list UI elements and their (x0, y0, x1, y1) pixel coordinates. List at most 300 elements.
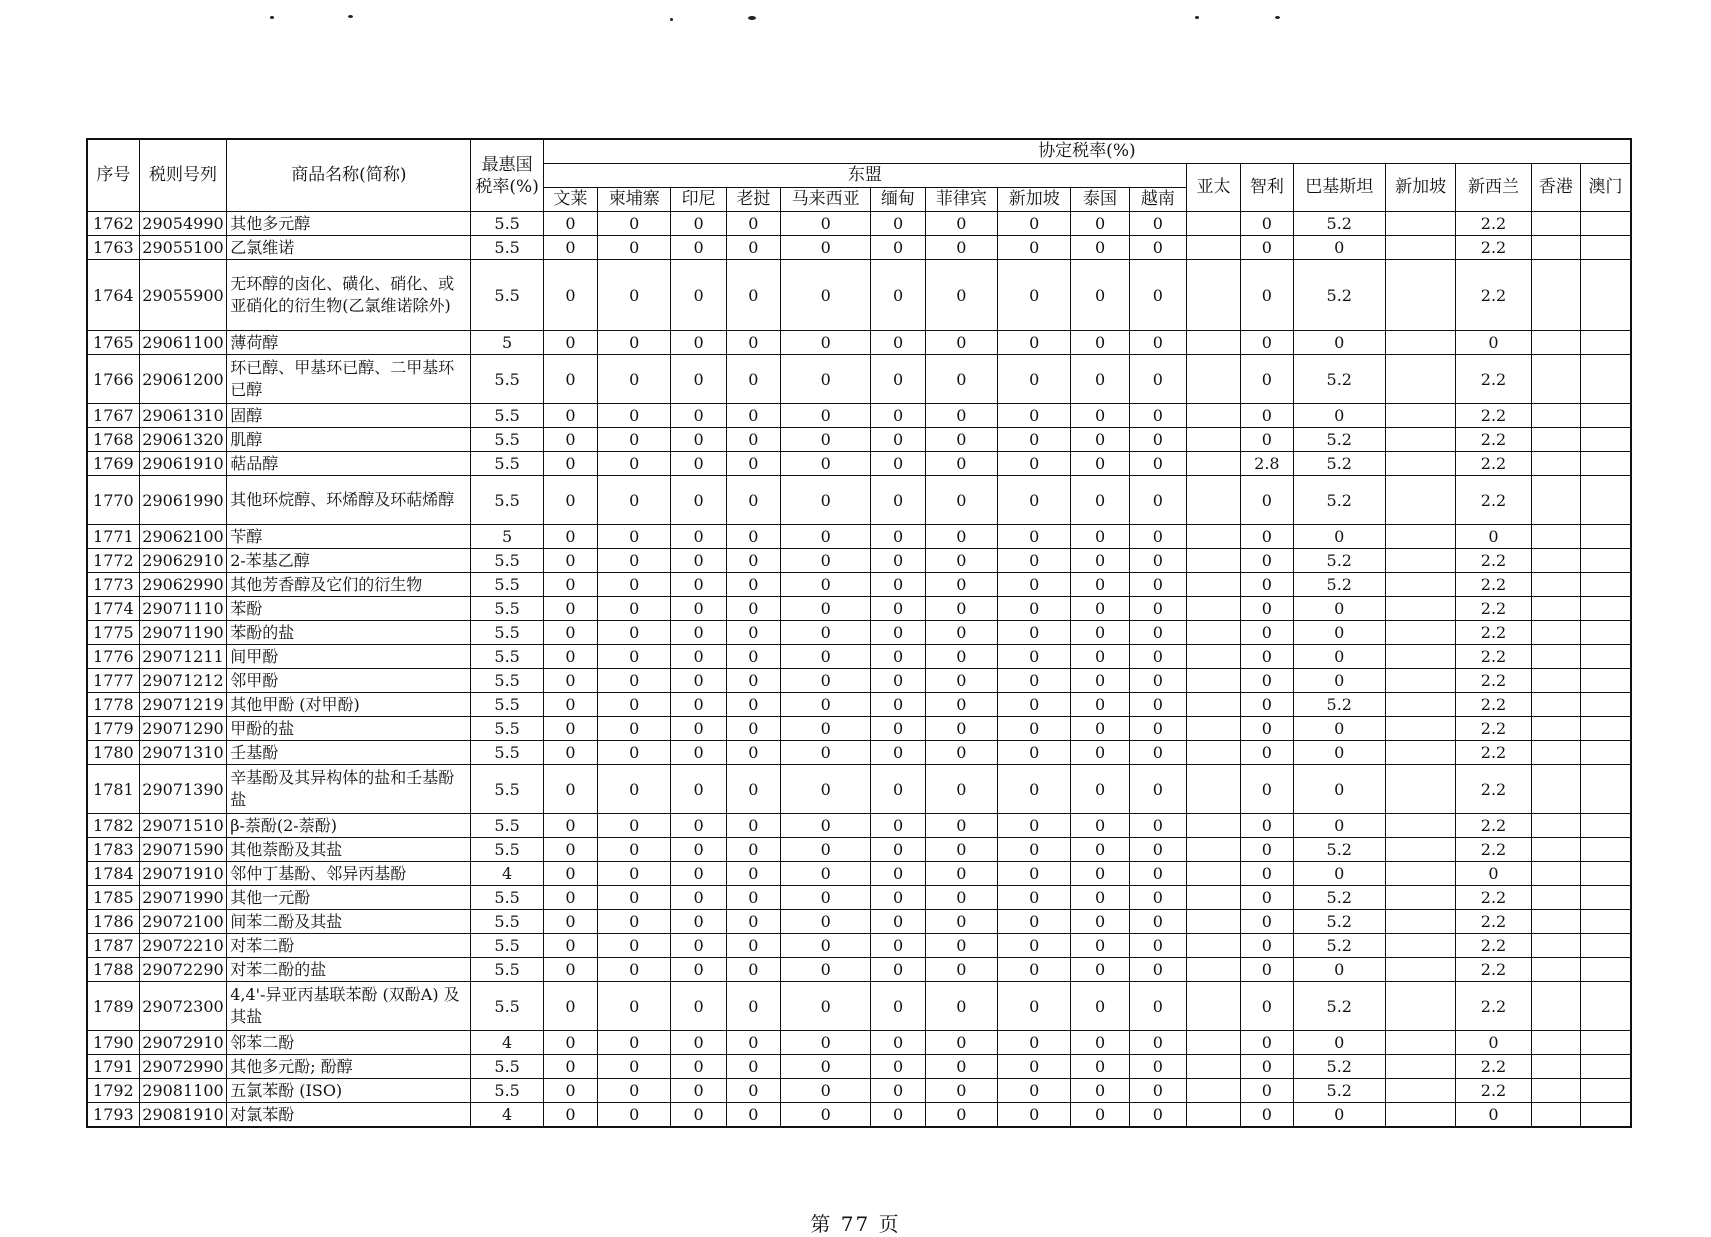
asean-rate-cell: 0 (871, 355, 925, 404)
apta-cell (1186, 669, 1240, 693)
asean-rate-cell: 0 (1071, 1103, 1129, 1128)
seq-cell: 1766 (87, 355, 139, 404)
singapore-cell (1385, 621, 1455, 645)
asean-rate-cell: 0 (1129, 693, 1186, 717)
new-zealand-cell: 0 (1456, 862, 1531, 886)
new-zealand-cell: 2.2 (1456, 1079, 1531, 1103)
asean-rate-cell: 0 (1129, 838, 1186, 862)
macau-cell (1580, 355, 1631, 404)
macau-cell (1580, 765, 1631, 814)
chile-cell: 0 (1241, 525, 1293, 549)
header-mfn: 最惠国税率(%) (471, 139, 543, 212)
chile-cell: 0 (1241, 814, 1293, 838)
asean-rate-cell: 0 (780, 573, 870, 597)
mfn-cell: 5.5 (471, 404, 543, 428)
macau-cell (1580, 476, 1631, 525)
asean-rate-cell: 0 (598, 645, 671, 669)
asean-rate-cell: 0 (998, 236, 1071, 260)
asean-rate-cell: 0 (871, 1103, 925, 1128)
apta-cell (1186, 428, 1240, 452)
asean-rate-cell: 0 (543, 525, 597, 549)
asean-rate-cell: 0 (780, 404, 870, 428)
asean-rate-cell: 0 (1071, 910, 1129, 934)
asean-rate-cell: 0 (671, 862, 726, 886)
new-zealand-cell: 2.2 (1456, 212, 1531, 236)
macau-cell (1580, 717, 1631, 741)
asean-rate-cell: 0 (598, 958, 671, 982)
asean-rate-cell: 0 (543, 621, 597, 645)
asean-rate-cell: 0 (1071, 212, 1129, 236)
header-malaysia: 马来西亚 (780, 188, 870, 212)
chile-cell: 0 (1241, 886, 1293, 910)
asean-rate-cell: 0 (543, 404, 597, 428)
asean-rate-cell: 0 (671, 1103, 726, 1128)
asean-rate-cell: 0 (780, 621, 870, 645)
seq-cell: 1777 (87, 669, 139, 693)
hong-kong-cell (1531, 404, 1580, 428)
singapore-cell (1385, 814, 1455, 838)
chile-cell: 0 (1241, 741, 1293, 765)
asean-rate-cell: 0 (543, 549, 597, 573)
asean-rate-cell: 0 (598, 814, 671, 838)
asean-rate-cell: 0 (925, 331, 997, 355)
pakistan-cell: 0 (1293, 862, 1385, 886)
asean-rate-cell: 0 (671, 741, 726, 765)
seq-cell: 1763 (87, 236, 139, 260)
new-zealand-cell: 2.2 (1456, 404, 1531, 428)
hong-kong-cell (1531, 549, 1580, 573)
chile-cell: 0 (1241, 428, 1293, 452)
chile-cell: 0 (1241, 1031, 1293, 1055)
asean-rate-cell: 0 (1129, 862, 1186, 886)
asean-rate-cell: 0 (671, 476, 726, 525)
pakistan-cell: 5.2 (1293, 355, 1385, 404)
new-zealand-cell: 2.2 (1456, 741, 1531, 765)
asean-rate-cell: 0 (598, 597, 671, 621)
mfn-cell: 5.5 (471, 717, 543, 741)
asean-rate-cell: 0 (780, 428, 870, 452)
asean-rate-cell: 0 (871, 452, 925, 476)
name-cell: 邻苯二酚 (227, 1031, 471, 1055)
asean-rate-cell: 0 (998, 645, 1071, 669)
mfn-cell: 5.5 (471, 1079, 543, 1103)
code-cell: 29071310 (139, 741, 226, 765)
table-row (87, 621, 1631, 645)
asean-rate-cell: 0 (1071, 838, 1129, 862)
macau-cell (1580, 212, 1631, 236)
asean-rate-cell: 0 (1129, 621, 1186, 645)
hong-kong-cell (1531, 862, 1580, 886)
pakistan-cell: 5.2 (1293, 212, 1385, 236)
asean-rate-cell: 0 (780, 982, 870, 1031)
table-row (87, 597, 1631, 621)
hong-kong-cell (1531, 982, 1580, 1031)
code-cell: 29061910 (139, 452, 226, 476)
asean-rate-cell: 0 (543, 476, 597, 525)
asean-rate-cell: 0 (671, 549, 726, 573)
asean-rate-cell: 0 (671, 236, 726, 260)
asean-rate-cell: 0 (1129, 717, 1186, 741)
asean-rate-cell: 0 (726, 814, 780, 838)
asean-rate-cell: 0 (543, 669, 597, 693)
seq-cell: 1780 (87, 741, 139, 765)
mfn-cell: 5.5 (471, 476, 543, 525)
apta-cell (1186, 1055, 1240, 1079)
mfn-cell: 5.5 (471, 814, 543, 838)
asean-rate-cell: 0 (543, 452, 597, 476)
header-pakistan: 巴基斯坦 (1293, 164, 1385, 212)
new-zealand-cell: 0 (1456, 1103, 1531, 1128)
asean-rate-cell: 0 (998, 886, 1071, 910)
macau-cell (1580, 1079, 1631, 1103)
name-cell: 间苯二酚及其盐 (227, 910, 471, 934)
asean-rate-cell: 0 (726, 1055, 780, 1079)
asean-rate-cell: 0 (998, 1055, 1071, 1079)
hong-kong-cell (1531, 693, 1580, 717)
name-cell: 其他多元酚; 酚醇 (227, 1055, 471, 1079)
chile-cell: 0 (1241, 573, 1293, 597)
mfn-cell: 5.5 (471, 236, 543, 260)
asean-rate-cell: 0 (1071, 958, 1129, 982)
asean-rate-cell: 0 (871, 886, 925, 910)
macau-cell (1580, 573, 1631, 597)
pakistan-cell: 5.2 (1293, 573, 1385, 597)
header-indonesia: 印尼 (671, 188, 726, 212)
asean-rate-cell: 0 (1071, 982, 1129, 1031)
pakistan-cell: 5.2 (1293, 910, 1385, 934)
apta-cell (1186, 862, 1240, 886)
scan-speck (1195, 16, 1199, 19)
asean-rate-cell: 0 (598, 886, 671, 910)
macau-cell (1580, 549, 1631, 573)
asean-rate-cell: 0 (871, 645, 925, 669)
asean-rate-cell: 0 (780, 1031, 870, 1055)
apta-cell (1186, 452, 1240, 476)
asean-rate-cell: 0 (1071, 428, 1129, 452)
seq-cell: 1767 (87, 404, 139, 428)
asean-rate-cell: 0 (780, 814, 870, 838)
hong-kong-cell (1531, 476, 1580, 525)
chile-cell: 2.8 (1241, 452, 1293, 476)
asean-rate-cell: 0 (543, 910, 597, 934)
asean-rate-cell: 0 (671, 428, 726, 452)
header-new-zealand: 新西兰 (1456, 164, 1531, 212)
header-hong-kong: 香港 (1531, 164, 1580, 212)
singapore-cell (1385, 765, 1455, 814)
asean-rate-cell: 0 (726, 645, 780, 669)
mfn-cell: 5.5 (471, 260, 543, 331)
seq-cell: 1768 (87, 428, 139, 452)
asean-rate-cell: 0 (671, 525, 726, 549)
asean-rate-cell: 0 (998, 525, 1071, 549)
apta-cell (1186, 260, 1240, 331)
chile-cell: 0 (1241, 331, 1293, 355)
macau-cell (1580, 982, 1631, 1031)
table-row (87, 236, 1631, 260)
name-cell: 其他多元醇 (227, 212, 471, 236)
asean-rate-cell: 0 (998, 212, 1071, 236)
code-cell: 29061990 (139, 476, 226, 525)
asean-rate-cell: 0 (780, 331, 870, 355)
asean-rate-cell: 0 (780, 260, 870, 331)
new-zealand-cell: 0 (1456, 331, 1531, 355)
chile-cell: 0 (1241, 693, 1293, 717)
code-cell: 29072910 (139, 1031, 226, 1055)
asean-rate-cell: 0 (671, 331, 726, 355)
asean-rate-cell: 0 (1129, 741, 1186, 765)
asean-rate-cell: 0 (780, 934, 870, 958)
asean-rate-cell: 0 (671, 260, 726, 331)
new-zealand-cell: 2.2 (1456, 717, 1531, 741)
code-cell: 29071390 (139, 765, 226, 814)
pakistan-cell: 0 (1293, 1103, 1385, 1128)
asean-rate-cell: 0 (598, 1103, 671, 1128)
code-cell: 29071110 (139, 597, 226, 621)
header-agreed: 协定税率(%) (543, 139, 1631, 164)
name-cell: 4,4'-异亚丙基联苯酚 (双酚A) 及其盐 (227, 982, 471, 1031)
macau-cell (1580, 1055, 1631, 1079)
apta-cell (1186, 236, 1240, 260)
name-cell: β-萘酚(2-萘酚) (227, 814, 471, 838)
asean-rate-cell: 0 (871, 1031, 925, 1055)
asean-rate-cell: 0 (925, 958, 997, 982)
mfn-cell: 5.5 (471, 693, 543, 717)
table-header (87, 139, 1631, 212)
asean-rate-cell: 0 (871, 693, 925, 717)
name-cell: 其他环烷醇、环烯醇及环萜烯醇 (227, 476, 471, 525)
chile-cell: 0 (1241, 260, 1293, 331)
seq-cell: 1769 (87, 452, 139, 476)
asean-rate-cell: 0 (543, 693, 597, 717)
singapore-cell (1385, 1055, 1455, 1079)
asean-rate-cell: 0 (671, 1031, 726, 1055)
singapore-cell (1385, 404, 1455, 428)
asean-rate-cell: 0 (543, 331, 597, 355)
header-singapore: 新加坡 (1385, 164, 1455, 212)
asean-rate-cell: 0 (925, 765, 997, 814)
seq-cell: 1784 (87, 862, 139, 886)
asean-rate-cell: 0 (1071, 741, 1129, 765)
asean-rate-cell: 0 (726, 669, 780, 693)
asean-rate-cell: 0 (598, 573, 671, 597)
hong-kong-cell (1531, 669, 1580, 693)
new-zealand-cell: 2.2 (1456, 765, 1531, 814)
chile-cell: 0 (1241, 1055, 1293, 1079)
asean-rate-cell: 0 (871, 476, 925, 525)
asean-rate-cell: 0 (1071, 862, 1129, 886)
asean-rate-cell: 0 (925, 525, 997, 549)
pakistan-cell: 0 (1293, 765, 1385, 814)
asean-rate-cell: 0 (543, 765, 597, 814)
macau-cell (1580, 910, 1631, 934)
asean-rate-cell: 0 (726, 741, 780, 765)
apta-cell (1186, 717, 1240, 741)
asean-rate-cell: 0 (1129, 476, 1186, 525)
asean-rate-cell: 0 (598, 476, 671, 525)
chile-cell: 0 (1241, 212, 1293, 236)
asean-rate-cell: 0 (1129, 404, 1186, 428)
name-cell: 辛基酚及其异构体的盐和壬基酚盐 (227, 765, 471, 814)
asean-rate-cell: 0 (1129, 1079, 1186, 1103)
asean-rate-cell: 0 (543, 1079, 597, 1103)
name-cell: 其他一元酚 (227, 886, 471, 910)
apta-cell (1186, 814, 1240, 838)
asean-rate-cell: 0 (671, 621, 726, 645)
apta-cell (1186, 934, 1240, 958)
asean-rate-cell: 0 (871, 669, 925, 693)
code-cell: 29081910 (139, 1103, 226, 1128)
asean-rate-cell: 0 (925, 428, 997, 452)
asean-rate-cell: 0 (543, 982, 597, 1031)
singapore-cell (1385, 428, 1455, 452)
scan-speck (748, 16, 756, 20)
table-row (87, 428, 1631, 452)
seq-cell: 1793 (87, 1103, 139, 1128)
singapore-cell (1385, 573, 1455, 597)
table-row (87, 452, 1631, 476)
pakistan-cell: 5.2 (1293, 260, 1385, 331)
asean-rate-cell: 0 (671, 212, 726, 236)
asean-rate-cell: 0 (780, 741, 870, 765)
asean-rate-cell: 0 (1071, 1031, 1129, 1055)
code-cell: 29062100 (139, 525, 226, 549)
asean-rate-cell: 0 (726, 549, 780, 573)
pakistan-cell: 0 (1293, 814, 1385, 838)
asean-rate-cell: 0 (726, 525, 780, 549)
new-zealand-cell: 2.2 (1456, 838, 1531, 862)
seq-cell: 1762 (87, 212, 139, 236)
singapore-cell (1385, 958, 1455, 982)
asean-rate-cell: 0 (726, 958, 780, 982)
asean-rate-cell: 0 (1129, 236, 1186, 260)
macau-cell (1580, 693, 1631, 717)
asean-rate-cell: 0 (598, 1055, 671, 1079)
asean-rate-cell: 0 (543, 934, 597, 958)
asean-rate-cell: 0 (998, 693, 1071, 717)
asean-rate-cell: 0 (671, 982, 726, 1031)
asean-rate-cell: 0 (598, 525, 671, 549)
code-cell: 29071211 (139, 645, 226, 669)
asean-rate-cell: 0 (726, 236, 780, 260)
asean-rate-cell: 0 (871, 236, 925, 260)
pakistan-cell: 5.2 (1293, 549, 1385, 573)
name-cell: 邻仲丁基酚、邻异丙基酚 (227, 862, 471, 886)
hong-kong-cell (1531, 910, 1580, 934)
table-row (87, 573, 1631, 597)
asean-rate-cell: 0 (726, 476, 780, 525)
asean-rate-cell: 0 (925, 693, 997, 717)
name-cell: 苄醇 (227, 525, 471, 549)
asean-rate-cell: 0 (598, 862, 671, 886)
code-cell: 29072300 (139, 982, 226, 1031)
pakistan-cell: 0 (1293, 236, 1385, 260)
asean-rate-cell: 0 (871, 934, 925, 958)
asean-rate-cell: 0 (543, 1031, 597, 1055)
chile-cell: 0 (1241, 934, 1293, 958)
asean-rate-cell: 0 (998, 862, 1071, 886)
asean-rate-cell: 0 (1071, 934, 1129, 958)
seq-cell: 1782 (87, 814, 139, 838)
asean-rate-cell: 0 (598, 621, 671, 645)
asean-rate-cell: 0 (671, 404, 726, 428)
pakistan-cell: 0 (1293, 645, 1385, 669)
asean-rate-cell: 0 (671, 452, 726, 476)
mfn-cell: 5.5 (471, 597, 543, 621)
name-cell: 固醇 (227, 404, 471, 428)
apta-cell (1186, 525, 1240, 549)
new-zealand-cell: 0 (1456, 1031, 1531, 1055)
asean-rate-cell: 0 (726, 597, 780, 621)
asean-rate-cell: 0 (1071, 525, 1129, 549)
asean-rate-cell: 0 (671, 573, 726, 597)
name-cell: 乙氯维诺 (227, 236, 471, 260)
chile-cell: 0 (1241, 549, 1293, 573)
header-thailand: 泰国 (1071, 188, 1129, 212)
apta-cell (1186, 404, 1240, 428)
macau-cell (1580, 260, 1631, 331)
hong-kong-cell (1531, 236, 1580, 260)
asean-rate-cell: 0 (543, 958, 597, 982)
asean-rate-cell: 0 (598, 982, 671, 1031)
asean-rate-cell: 0 (1129, 958, 1186, 982)
mfn-cell: 5.5 (471, 982, 543, 1031)
hong-kong-cell (1531, 958, 1580, 982)
asean-rate-cell: 0 (598, 693, 671, 717)
asean-rate-cell: 0 (780, 549, 870, 573)
name-cell: 其他甲酚 (对甲酚) (227, 693, 471, 717)
chile-cell: 0 (1241, 597, 1293, 621)
asean-rate-cell: 0 (925, 838, 997, 862)
mfn-cell: 5.5 (471, 621, 543, 645)
hong-kong-cell (1531, 886, 1580, 910)
mfn-cell: 5.5 (471, 573, 543, 597)
asean-rate-cell: 0 (925, 1079, 997, 1103)
table-row (87, 1103, 1631, 1128)
macau-cell (1580, 669, 1631, 693)
mfn-cell: 5.5 (471, 765, 543, 814)
new-zealand-cell: 2.2 (1456, 549, 1531, 573)
table-body (87, 212, 1631, 1128)
apta-cell (1186, 982, 1240, 1031)
asean-rate-cell: 0 (998, 549, 1071, 573)
macau-cell (1580, 862, 1631, 886)
macau-cell (1580, 452, 1631, 476)
mfn-cell: 5.5 (471, 355, 543, 404)
chile-cell: 0 (1241, 669, 1293, 693)
singapore-cell (1385, 331, 1455, 355)
name-cell: 2-苯基乙醇 (227, 549, 471, 573)
scan-speck (1275, 16, 1280, 19)
asean-rate-cell: 0 (998, 428, 1071, 452)
asean-rate-cell: 0 (671, 669, 726, 693)
asean-rate-cell: 0 (1129, 597, 1186, 621)
pakistan-cell: 0 (1293, 621, 1385, 645)
macau-cell (1580, 934, 1631, 958)
asean-rate-cell: 0 (925, 621, 997, 645)
asean-rate-cell: 0 (780, 838, 870, 862)
asean-rate-cell: 0 (598, 741, 671, 765)
asean-rate-cell: 0 (780, 862, 870, 886)
hong-kong-cell (1531, 260, 1580, 331)
asean-rate-cell: 0 (871, 260, 925, 331)
chile-cell: 0 (1241, 1079, 1293, 1103)
new-zealand-cell: 2.2 (1456, 597, 1531, 621)
hong-kong-cell (1531, 838, 1580, 862)
table-row (87, 886, 1631, 910)
asean-rate-cell: 0 (925, 212, 997, 236)
asean-rate-cell: 0 (780, 525, 870, 549)
hong-kong-cell (1531, 934, 1580, 958)
